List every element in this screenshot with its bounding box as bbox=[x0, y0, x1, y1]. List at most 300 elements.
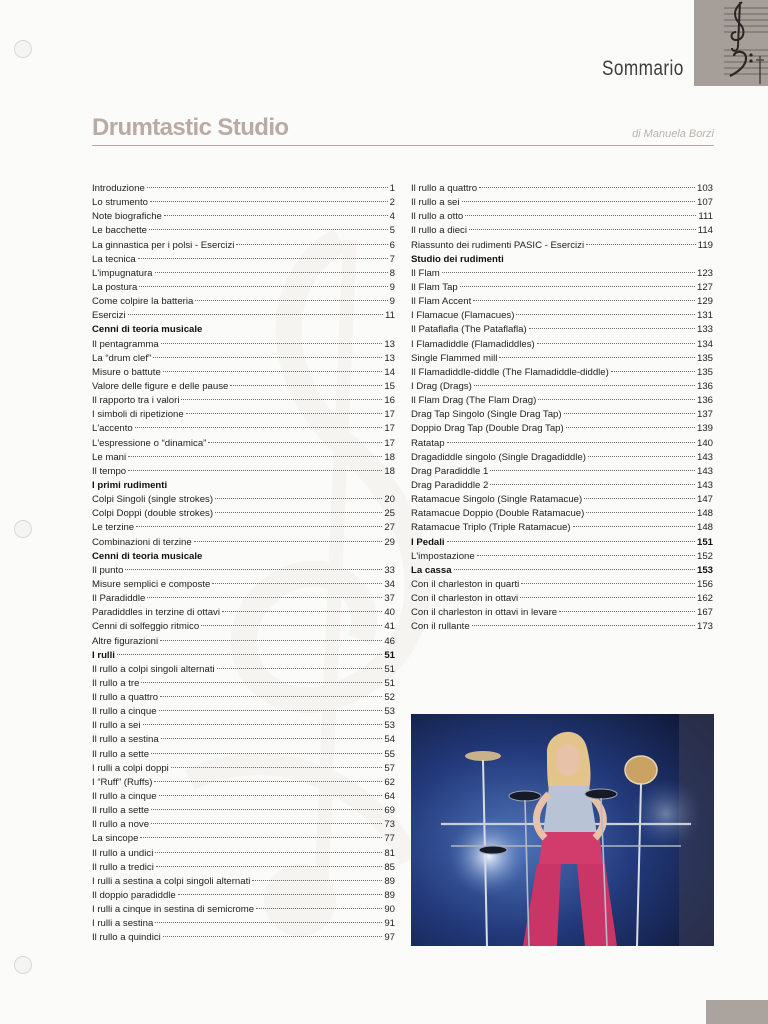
toc-dot-leader bbox=[469, 229, 696, 230]
toc-dot-leader bbox=[564, 413, 695, 414]
toc-dot-leader bbox=[181, 399, 382, 400]
toc-page-number: 46 bbox=[384, 635, 395, 647]
toc-entry-title: Cenni di teoria musicale bbox=[92, 324, 203, 336]
toc-dot-leader bbox=[151, 753, 382, 754]
toc-entry bbox=[411, 267, 713, 281]
toc-entry bbox=[411, 507, 713, 521]
toc-dot-leader bbox=[447, 442, 695, 443]
toc-entry-title: Altre figurazioni bbox=[92, 635, 159, 647]
toc-entry bbox=[411, 620, 713, 634]
toc-page-number: 156 bbox=[696, 578, 713, 590]
toc-entry-title: La ginnastica per i polsi - Esercizi bbox=[92, 239, 235, 251]
toc-dot-leader bbox=[149, 229, 388, 230]
toc-entry-title: Il Flamadiddle-diddle (The Flamadiddle-diddle) bbox=[411, 366, 609, 378]
toc-entry bbox=[411, 196, 713, 210]
toc-page-number: 53 bbox=[384, 706, 395, 718]
binder-hole bbox=[14, 520, 32, 538]
toc-dot-leader bbox=[186, 413, 383, 414]
toc-dot-leader bbox=[537, 343, 695, 344]
toc-page-number: 1 bbox=[389, 183, 395, 194]
toc-entry bbox=[92, 465, 395, 479]
toc-entry-title: Il rullo a cinque bbox=[92, 706, 157, 718]
toc-entry-title: Ratamacue Singolo (Single Ratamacue) bbox=[411, 494, 583, 506]
toc-page-number: 51 bbox=[384, 649, 395, 661]
toc-dot-leader bbox=[465, 215, 696, 216]
toc-entry bbox=[92, 408, 395, 422]
toc-page-number: 140 bbox=[696, 437, 713, 449]
toc-page-number: 81 bbox=[384, 847, 395, 859]
toc-entry-title: Note biografiche bbox=[92, 211, 162, 223]
toc-dot-leader bbox=[586, 512, 695, 513]
toc-page-number: 77 bbox=[384, 833, 395, 845]
toc-page-number: 143 bbox=[696, 465, 713, 477]
toc-page-number: 123 bbox=[696, 267, 713, 279]
toc-entry-title: La postura bbox=[92, 281, 138, 293]
toc-dot-leader bbox=[128, 314, 383, 315]
toc-dot-leader bbox=[147, 187, 388, 188]
toc-entry bbox=[92, 239, 395, 253]
toc-page-number: 64 bbox=[384, 791, 395, 803]
toc-section-heading bbox=[92, 649, 395, 663]
toc-entry-title: Il tempo bbox=[92, 465, 127, 477]
toc-entry bbox=[411, 479, 713, 493]
toc-entry bbox=[411, 309, 713, 323]
toc-entry bbox=[411, 493, 713, 507]
toc-entry bbox=[411, 592, 713, 606]
toc-dot-leader bbox=[442, 272, 695, 273]
toc-entry bbox=[92, 536, 395, 550]
toc-dot-leader bbox=[222, 611, 382, 612]
toc-entry bbox=[92, 592, 395, 606]
toc-entry-title: Single Flammed mill bbox=[411, 352, 498, 364]
toc-dot-leader bbox=[529, 328, 695, 329]
toc-dot-leader bbox=[201, 625, 382, 626]
toc-dot-leader bbox=[161, 738, 383, 739]
book-title: Drumtastic Studio bbox=[92, 114, 289, 141]
toc-entry bbox=[92, 903, 395, 917]
toc-page-number: 167 bbox=[696, 607, 713, 619]
toc-dot-leader bbox=[477, 555, 695, 556]
toc-entry-title: Doppio Drag Tap (Double Drag Tap) bbox=[411, 423, 564, 435]
toc-dot-leader bbox=[236, 244, 387, 245]
toc-entry bbox=[92, 437, 395, 451]
toc-entry-title: La tecnica bbox=[92, 253, 136, 265]
toc-entry bbox=[411, 408, 713, 422]
toc-entry bbox=[92, 182, 395, 196]
toc-entry bbox=[92, 818, 395, 832]
toc-entry-title: I primi rudimenti bbox=[92, 479, 168, 491]
toc-entry-title: Le terzine bbox=[92, 522, 135, 534]
toc-section-heading bbox=[411, 536, 713, 550]
toc-dot-leader bbox=[163, 371, 383, 372]
toc-entry-title: Con il charleston in ottavi in levare bbox=[411, 607, 558, 619]
toc-page-number: 37 bbox=[384, 593, 395, 605]
toc-entry bbox=[92, 564, 395, 578]
toc-page-number: 148 bbox=[696, 508, 713, 520]
toc-entry bbox=[92, 875, 395, 889]
toc-page-number: 152 bbox=[696, 550, 713, 562]
toc-page-number: 18 bbox=[384, 465, 395, 477]
toc-page-number: 53 bbox=[384, 720, 395, 732]
toc-entry bbox=[92, 635, 395, 649]
toc-entry bbox=[411, 422, 713, 436]
toc-dot-leader bbox=[125, 569, 382, 570]
toc-entry-title: Il rullo a otto bbox=[411, 211, 464, 223]
toc-entry bbox=[92, 889, 395, 903]
toc-entry-title: Il rapporto tra i valori bbox=[92, 395, 180, 407]
toc-entry bbox=[92, 281, 395, 295]
toc-dot-leader bbox=[520, 597, 695, 598]
toc-entry-title: Combinazioni di terzine bbox=[92, 536, 192, 548]
toc-page-number: 14 bbox=[384, 366, 395, 378]
toc-page-number: 129 bbox=[696, 296, 713, 308]
toc-entry-title: Come colpire la batteria bbox=[92, 296, 194, 308]
binder-hole bbox=[14, 956, 32, 974]
toc-page-number: 89 bbox=[384, 890, 395, 902]
toc-dot-leader bbox=[136, 526, 382, 527]
toc-page-number: 15 bbox=[384, 380, 395, 392]
toc-dot-leader bbox=[160, 696, 382, 697]
toc-entry-title: Il Pataflafla (The Pataflafla) bbox=[411, 324, 527, 336]
toc-entry bbox=[92, 338, 395, 352]
toc-entry bbox=[411, 437, 713, 451]
toc-page-number: 147 bbox=[696, 494, 713, 506]
toc-dot-leader bbox=[135, 427, 383, 428]
toc-page-number: 139 bbox=[696, 423, 713, 435]
toc-dot-leader bbox=[584, 498, 695, 499]
toc-dot-leader bbox=[138, 258, 388, 259]
toc-entry-title: Il rullo a sette bbox=[92, 805, 150, 817]
toc-dot-leader bbox=[143, 724, 383, 725]
toc-entry-title: I rulli a sestina bbox=[92, 918, 154, 930]
toc-dot-leader bbox=[474, 385, 695, 386]
toc-section-heading bbox=[92, 550, 395, 564]
toc-entry bbox=[411, 394, 713, 408]
toc-dot-leader bbox=[160, 640, 382, 641]
toc-entry-title: Il rullo a sestina bbox=[92, 734, 159, 746]
toc-dot-leader bbox=[128, 456, 382, 457]
toc-entry bbox=[92, 578, 395, 592]
toc-page-number: 7 bbox=[389, 253, 395, 265]
toc-entry-title: Paradiddles in terzine di ottavi bbox=[92, 607, 220, 619]
toc-entry-title: Il rullo a sei bbox=[411, 197, 460, 209]
toc-dot-leader bbox=[588, 456, 695, 457]
toc-page-number: 4 bbox=[389, 211, 395, 223]
toc-entry-title: Misure o battute bbox=[92, 366, 161, 378]
toc-page-number: 55 bbox=[384, 748, 395, 760]
toc-entry bbox=[92, 776, 395, 790]
toc-entry bbox=[92, 606, 395, 620]
toc-entry-title: Il rullo a colpi singoli alternati bbox=[92, 663, 215, 675]
toc-page-number: 17 bbox=[384, 437, 395, 449]
toc-page-number: 153 bbox=[696, 564, 713, 576]
toc-page-number: 6 bbox=[389, 239, 395, 251]
toc-entry bbox=[92, 267, 395, 281]
toc-dot-leader bbox=[164, 215, 388, 216]
toc-page-number: 97 bbox=[384, 932, 395, 944]
toc-dot-leader bbox=[215, 498, 382, 499]
toc-entry bbox=[92, 620, 395, 634]
toc-entry-title: Misure semplici e composte bbox=[92, 578, 211, 590]
toc-dot-leader bbox=[155, 272, 388, 273]
toc-page-number: 107 bbox=[696, 197, 713, 209]
toc-entry-title: I rulli a sestina a colpi singoli alternati bbox=[92, 875, 251, 887]
toc-page-number: 135 bbox=[696, 366, 713, 378]
toc-entry bbox=[411, 578, 713, 592]
toc-entry-title: I rulli a colpi doppi bbox=[92, 762, 169, 774]
toc-entry-title: L'accento bbox=[92, 423, 133, 435]
binder-hole bbox=[14, 40, 32, 58]
toc-page-number: 133 bbox=[696, 324, 713, 336]
toc-dot-leader bbox=[150, 201, 388, 202]
toc-page-number: 91 bbox=[384, 918, 395, 930]
toc-dot-leader bbox=[140, 837, 382, 838]
toc-dot-leader bbox=[151, 809, 382, 810]
toc-dot-leader bbox=[611, 371, 695, 372]
toc-entry-title: Lo strumento bbox=[92, 197, 148, 209]
toc-page-number: 40 bbox=[384, 607, 395, 619]
toc-entry-title: Drag Paradiddle 1 bbox=[411, 465, 489, 477]
toc-dot-leader bbox=[252, 880, 382, 881]
toc-dot-leader bbox=[217, 668, 383, 669]
clef-box bbox=[694, 0, 768, 86]
toc-column-right bbox=[411, 182, 713, 635]
toc-entry bbox=[92, 295, 395, 309]
toc-entry bbox=[92, 309, 395, 323]
toc-entry-title: Valore delle figure e delle pause bbox=[92, 380, 229, 392]
toc-entry-title: Riassunto dei rudimenti PASIC - Esercizi bbox=[411, 239, 585, 251]
toc-entry-title: Il rullo a dieci bbox=[411, 225, 467, 237]
toc-dot-leader bbox=[454, 569, 695, 570]
toc-entry bbox=[411, 550, 713, 564]
toc-dot-leader bbox=[473, 300, 695, 301]
toc-entry bbox=[92, 677, 395, 691]
toc-entry bbox=[411, 366, 713, 380]
page-number-tab bbox=[706, 1000, 768, 1024]
toc-page-number: 13 bbox=[384, 352, 395, 364]
toc-entry-title: I Flamadiddle (Flamadiddles) bbox=[411, 338, 535, 350]
toc-page-number: 89 bbox=[384, 875, 395, 887]
toc-entry bbox=[411, 281, 713, 295]
toc-entry bbox=[411, 239, 713, 253]
toc-entry-title: Il rullo a nove bbox=[92, 819, 150, 831]
title-divider bbox=[92, 145, 714, 146]
toc-page-number: 137 bbox=[696, 409, 713, 421]
toc-entry bbox=[92, 451, 395, 465]
toc-entry-title: I rulli bbox=[92, 649, 115, 661]
toc-entry bbox=[411, 465, 713, 479]
section-title: Sommario bbox=[602, 57, 684, 80]
toc-entry-title: Il Flam bbox=[411, 267, 440, 279]
toc-page-number: 16 bbox=[384, 395, 395, 407]
toc-entry-title: Il rullo a quattro bbox=[92, 692, 159, 704]
toc-page-number: 11 bbox=[385, 310, 395, 322]
toc-dot-leader bbox=[117, 654, 382, 655]
toc-entry-title: Il rullo a sette bbox=[92, 748, 150, 760]
toc-entry bbox=[411, 352, 713, 366]
toc-page-number: 9 bbox=[389, 281, 395, 293]
toc-page-number: 162 bbox=[696, 593, 713, 605]
toc-page-number: 173 bbox=[696, 621, 713, 633]
toc-dot-leader bbox=[462, 201, 695, 202]
treble-bass-clef-icon bbox=[694, 0, 768, 86]
toc-dot-leader bbox=[586, 244, 696, 245]
toc-page-number: 131 bbox=[696, 310, 713, 322]
toc-section-heading bbox=[411, 564, 713, 578]
toc-dot-leader bbox=[215, 512, 382, 513]
toc-entry-title: I Pedali bbox=[411, 536, 445, 548]
toc-entry bbox=[92, 422, 395, 436]
toc-dot-leader bbox=[479, 187, 695, 188]
toc-entry-title: Il rullo a quindici bbox=[92, 932, 161, 944]
toc-page-number: 119 bbox=[697, 239, 713, 251]
toc-page-number: 136 bbox=[696, 395, 713, 407]
toc-dot-leader bbox=[538, 399, 695, 400]
toc-entry bbox=[92, 352, 395, 366]
toc-entry-title: Ratatap bbox=[411, 437, 445, 449]
toc-dot-leader bbox=[490, 484, 695, 485]
toc-entry-title: I Drag (Drags) bbox=[411, 380, 472, 392]
toc-entry bbox=[92, 847, 395, 861]
toc-entry-title: Drag Paradiddle 2 bbox=[411, 479, 489, 491]
toc-page-number: 17 bbox=[384, 423, 395, 435]
toc-entry-title: Il rullo a tre bbox=[92, 677, 140, 689]
toc-entry-title: Introduzione bbox=[92, 183, 145, 194]
toc-dot-leader bbox=[447, 541, 695, 542]
toc-entry-title: Il doppio paradiddle bbox=[92, 890, 176, 902]
toc-entry-title: I rulli a cinque in sestina di semicrome bbox=[92, 904, 255, 916]
toc-dot-leader bbox=[194, 541, 383, 542]
toc-page-number: 51 bbox=[384, 663, 395, 675]
toc-entry bbox=[411, 380, 713, 394]
toc-page-number: 134 bbox=[696, 338, 713, 350]
toc-entry-title: Con il rullante bbox=[411, 621, 470, 633]
toc-entry bbox=[92, 380, 395, 394]
toc-entry-title: Il punto bbox=[92, 564, 124, 576]
toc-section-heading bbox=[92, 323, 395, 337]
toc-page-number: 143 bbox=[696, 479, 713, 491]
toc-entry bbox=[92, 663, 395, 677]
toc-page-number: 69 bbox=[384, 805, 395, 817]
toc-entry-title: Colpi Singoli (single strokes) bbox=[92, 494, 214, 506]
toc-dot-leader bbox=[154, 781, 382, 782]
toc-page-number: 73 bbox=[384, 819, 395, 831]
toc-dot-leader bbox=[147, 597, 382, 598]
toc-dot-leader bbox=[499, 357, 695, 358]
toc-entry-title: L'espressione o “dinamica” bbox=[92, 437, 207, 449]
toc-entry-title: Studio dei rudimenti bbox=[411, 253, 504, 265]
toc-entry bbox=[92, 507, 395, 521]
toc-page-number: 34 bbox=[384, 578, 395, 590]
toc-dot-leader bbox=[195, 300, 387, 301]
toc-entry-title: Drag Tap Singolo (Single Drag Tap) bbox=[411, 409, 562, 421]
toc-page-number: 143 bbox=[696, 451, 713, 463]
toc-entry bbox=[92, 394, 395, 408]
toc-entry-title: Esercizi bbox=[92, 310, 126, 322]
toc-entry bbox=[92, 790, 395, 804]
toc-dot-leader bbox=[159, 795, 383, 796]
toc-page-number: 13 bbox=[384, 338, 395, 350]
toc-entry-title: Il pentagramma bbox=[92, 338, 159, 350]
toc-dot-leader bbox=[153, 357, 382, 358]
author-name: di Manuela Borzi bbox=[632, 128, 714, 140]
toc-entry-title: I “Ruff” (Ruffs) bbox=[92, 776, 153, 788]
toc-page-number: 111 bbox=[698, 211, 713, 223]
toc-dot-leader bbox=[472, 625, 695, 626]
toc-section-heading bbox=[411, 253, 713, 267]
toc-page-number: 5 bbox=[389, 225, 395, 237]
toc-page-number: 8 bbox=[389, 267, 395, 279]
toc-page-number: 18 bbox=[384, 451, 395, 463]
toc-dot-leader bbox=[559, 611, 695, 612]
toc-page-number: 25 bbox=[384, 508, 395, 520]
toc-dot-leader bbox=[256, 908, 382, 909]
toc-entry bbox=[92, 748, 395, 762]
toc-entry bbox=[92, 705, 395, 719]
toc-entry bbox=[411, 295, 713, 309]
toc-entry-title: Cenni di teoria musicale bbox=[92, 550, 203, 562]
toc-dot-leader bbox=[178, 894, 383, 895]
toc-column-left bbox=[92, 182, 395, 946]
toc-dot-leader bbox=[141, 682, 382, 683]
toc-page-number: 9 bbox=[389, 296, 395, 308]
toc-entry bbox=[411, 182, 713, 196]
toc-dot-leader bbox=[161, 343, 383, 344]
toc-entry-title: Le mani bbox=[92, 451, 127, 463]
toc-entry bbox=[92, 733, 395, 747]
toc-dot-leader bbox=[208, 442, 382, 443]
toc-entry-title: Colpi Doppi (double strokes) bbox=[92, 508, 214, 520]
toc-entry bbox=[411, 338, 713, 352]
toc-entry bbox=[411, 210, 713, 224]
toc-entry bbox=[92, 931, 395, 945]
toc-page-number: 41 bbox=[384, 621, 395, 633]
toc-page-number: 103 bbox=[696, 183, 713, 194]
toc-dot-leader bbox=[163, 936, 383, 937]
toc-dot-leader bbox=[128, 470, 382, 471]
toc-page-number: 29 bbox=[384, 536, 395, 548]
toc-page-number: 85 bbox=[384, 861, 395, 873]
toc-page-number: 136 bbox=[696, 380, 713, 392]
toc-entry bbox=[92, 493, 395, 507]
toc-page-number: 57 bbox=[384, 762, 395, 774]
toc-entry-title: Il Flam Accent bbox=[411, 296, 472, 308]
toc-dot-leader bbox=[139, 286, 387, 287]
toc-page-number: 127 bbox=[696, 281, 713, 293]
toc-page-number: 20 bbox=[384, 494, 395, 506]
toc-entry-title: Il Paradiddle bbox=[92, 593, 146, 605]
toc-dot-leader bbox=[155, 922, 382, 923]
toc-entry bbox=[92, 691, 395, 705]
toc-entry bbox=[92, 253, 395, 267]
toc-entry-title: La cassa bbox=[411, 564, 452, 576]
drummer-photo bbox=[411, 714, 714, 946]
toc-page-number: 114 bbox=[697, 225, 713, 237]
toc-entry-title: L'impostazione bbox=[411, 550, 475, 562]
toc-entry-title: Cenni di solfeggio ritmico bbox=[92, 621, 200, 633]
toc-entry-title: La “drum clef” bbox=[92, 352, 152, 364]
toc-entry-title: Il Flam Tap bbox=[411, 281, 458, 293]
toc-entry-title: Il rullo a cinque bbox=[92, 791, 157, 803]
toc-dot-leader bbox=[521, 583, 695, 584]
toc-entry bbox=[411, 606, 713, 620]
toc-page-number: 17 bbox=[384, 409, 395, 421]
toc-entry bbox=[411, 451, 713, 465]
toc-entry-title: Il Flam Drag (The Flam Drag) bbox=[411, 395, 537, 407]
toc-entry-title: Ratamacue Triplo (Triple Ratamacue) bbox=[411, 522, 571, 534]
toc-dot-leader bbox=[516, 314, 695, 315]
toc-entry-title: Il rullo a quattro bbox=[411, 183, 478, 194]
